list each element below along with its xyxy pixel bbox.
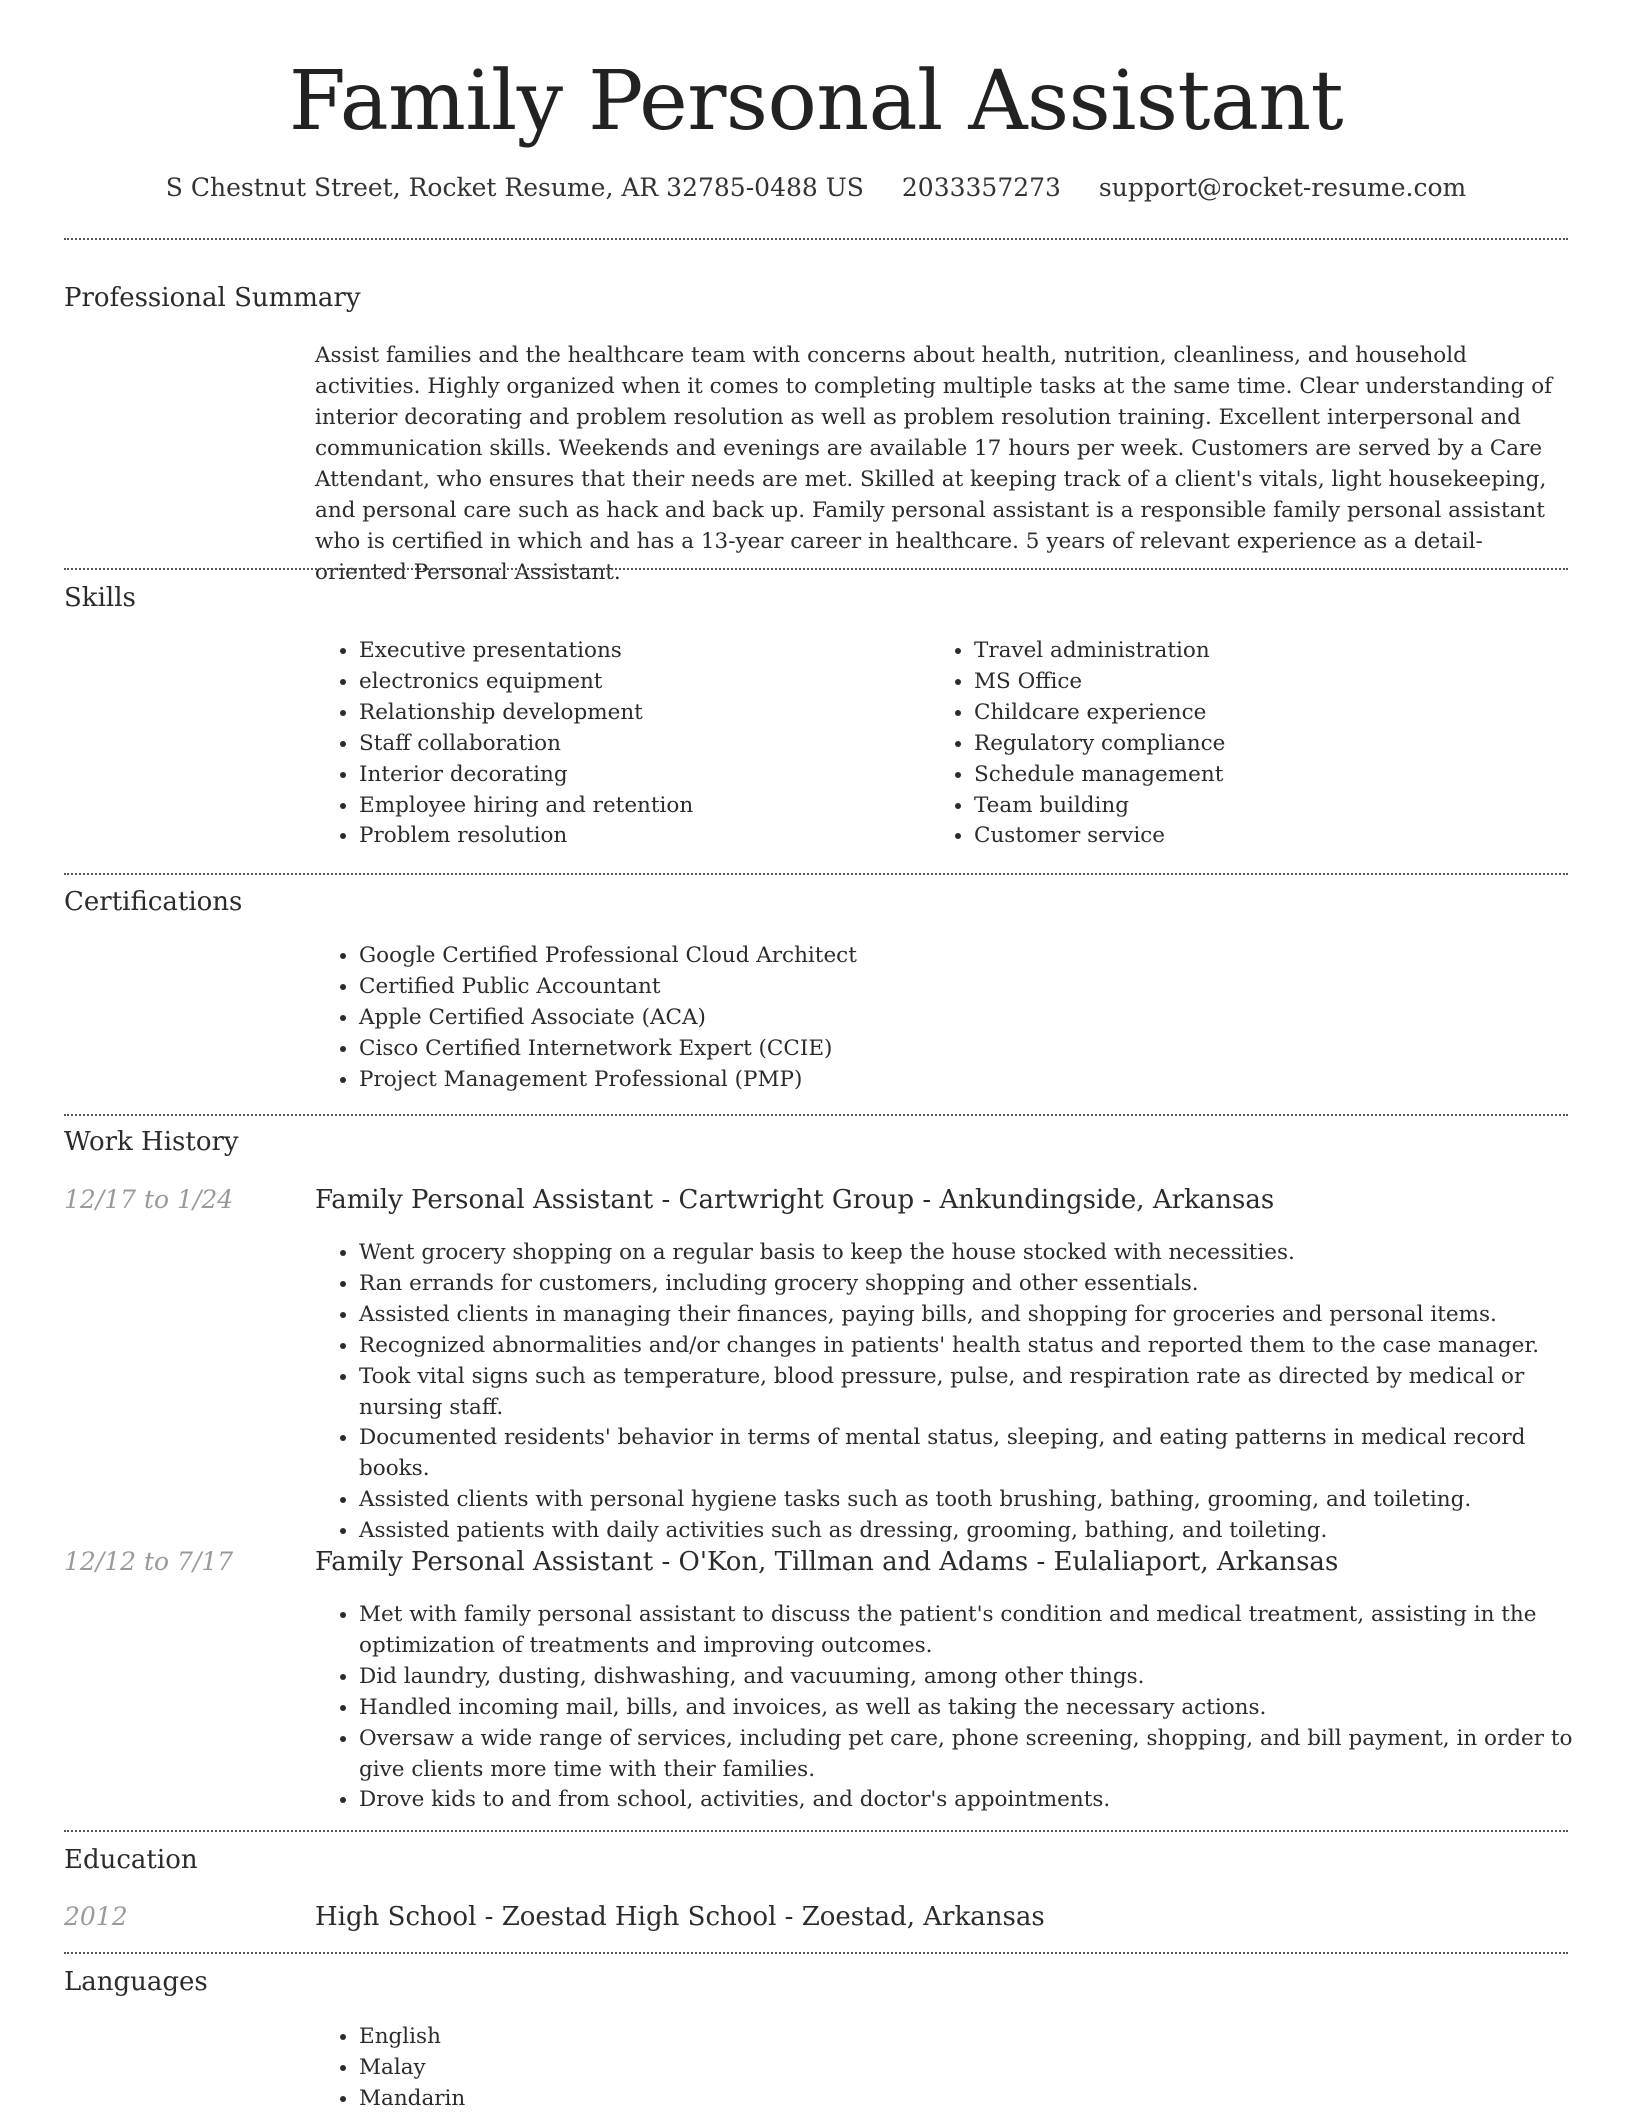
job-dates: 12/12 to 7/17: [64, 1547, 234, 1576]
skill-item: • Childcare experience: [974, 698, 1574, 729]
job-duty: • Assisted clients with personal hygiene tasks such as tooth brushing, bathing, grooming, and toileting.: [359, 1485, 1599, 1516]
job-duty: • Took vital signs such as temperature, blood pressure, pulse, and respiration rate as directed by medical or nursing staff.: [359, 1362, 1599, 1424]
skill-item: • Staff collaboration: [359, 729, 919, 760]
section-divider: [64, 1830, 1568, 1832]
job-duties-list: [315, 1600, 1599, 1816]
certification-item: • Apple Certified Associate (ACA): [359, 1003, 1559, 1034]
section-divider: [64, 1114, 1568, 1116]
language-item: • Mandarin: [359, 2084, 959, 2115]
certifications-list: [315, 941, 1559, 1096]
education-year: 2012: [64, 1902, 128, 1931]
section-divider: [64, 238, 1568, 240]
work-history-heading: Work History: [64, 1127, 239, 1157]
job-duties-list: [315, 1238, 1599, 1547]
section-divider: [64, 568, 1568, 570]
job-duty: • Drove kids to and from school, activities, and doctor's appointments.: [359, 1785, 1599, 1816]
job-dates: 12/17 to 1/24: [64, 1185, 234, 1214]
section-divider: [64, 1952, 1568, 1954]
job-duty: • Ran errands for customers, including grocery shopping and other essentials.: [359, 1269, 1599, 1300]
language-item: • Malay: [359, 2053, 959, 2084]
job-heading: Family Personal Assistant - Cartwright Group - Ankundingside, Arkansas: [315, 1185, 1275, 1215]
certification-item: • Google Certified Professional Cloud Architect: [359, 941, 1559, 972]
contact-phone: 2033357273: [901, 173, 1061, 202]
job-duty: • Assisted clients in managing their finances, paying bills, and shopping for groceries and personal items.: [359, 1300, 1599, 1331]
skill-item: • Regulatory compliance: [974, 729, 1574, 760]
certification-item: • Project Management Professional (PMP): [359, 1065, 1559, 1096]
skills-heading: Skills: [64, 583, 136, 613]
skill-item: • Interior decorating: [359, 760, 919, 791]
education-entry: High School - Zoestad High School - Zoestad, Arkansas: [315, 1902, 1045, 1932]
languages-heading: Languages: [64, 1967, 208, 1997]
skill-item: • Executive presentations: [359, 636, 919, 667]
summary-heading: Professional Summary: [64, 283, 361, 313]
skill-item: • Team building: [974, 791, 1574, 822]
job-duty: • Oversaw a wide range of services, including pet care, phone screening, shopping, and bill payment, in order to give clients more time with their families.: [359, 1724, 1599, 1786]
certifications-heading: Certifications: [64, 887, 243, 917]
skills-list-left: [315, 636, 919, 852]
skill-item: • Schedule management: [974, 760, 1574, 791]
job-heading: Family Personal Assistant - O'Kon, Tillman and Adams - Eulaliaport, Arkansas: [315, 1547, 1339, 1577]
resume-name: Family Personal Assistant: [288, 54, 1344, 149]
skill-item: • Travel administration: [974, 636, 1574, 667]
languages-list: [315, 2022, 959, 2115]
skills-list-right: [930, 636, 1574, 852]
summary-text: Assist families and the healthcare team with concerns about health, nutrition, cleanliness, and household activities. Highly organized when it comes to completing multiple tasks at the same time. Clear understanding of interior decorating and problem resolution as well as problem resolution training. Excellent interpersonal and communication skills. Weekends and evenings are available 17 hours per week. Customers are served by a Care Attendant, who ensures that their needs are met. Skilled at keeping track of a client's vitals, light housekeeping, and personal care such as hack and back up. Family personal assistant is a responsible family personal assistant who is certified in which and has a 13-year career in healthcare. 5 years of relevant experience as a detail-oriented Personal Assistant.: [315, 343, 1553, 585]
education-heading: Education: [64, 1845, 198, 1875]
skill-item: • Problem resolution: [359, 821, 919, 852]
certification-item: • Cisco Certified Internetwork Expert (CCIE): [359, 1034, 1559, 1065]
skill-item: • Employee hiring and retention: [359, 791, 919, 822]
contact-address: S Chestnut Street, Rocket Resume, AR 32785-0488 US: [165, 173, 864, 202]
job-duty: • Met with family personal assistant to discuss the patient's condition and medical treatment, assisting in the optimization of treatments and improving outcomes.: [359, 1600, 1599, 1662]
job-duty: • Did laundry, dusting, dishwashing, and vacuuming, among other things.: [359, 1662, 1599, 1693]
contact-email: support@rocket-resume.com: [1098, 173, 1467, 202]
skill-item: • MS Office: [974, 667, 1574, 698]
job-duty: • Documented residents' behavior in terms of mental status, sleeping, and eating patterns in medical record books.: [359, 1423, 1599, 1485]
contact-line: [0, 170, 1632, 206]
job-duty: • Went grocery shopping on a regular basis to keep the house stocked with necessities.: [359, 1238, 1599, 1269]
certification-item: • Certified Public Accountant: [359, 972, 1559, 1003]
language-item: • English: [359, 2022, 959, 2053]
skill-item: • Relationship development: [359, 698, 919, 729]
job-duty: • Handled incoming mail, bills, and invoices, as well as taking the necessary actions.: [359, 1693, 1599, 1724]
job-duty: • Recognized abnormalities and/or changes in patients' health status and reported them to the case manager.: [359, 1331, 1599, 1362]
job-duty: • Assisted patients with daily activities such as dressing, grooming, bathing, and toileting.: [359, 1516, 1599, 1547]
skill-item: • Customer service: [974, 821, 1574, 852]
section-divider: [64, 873, 1568, 875]
skill-item: • electronics equipment: [359, 667, 919, 698]
